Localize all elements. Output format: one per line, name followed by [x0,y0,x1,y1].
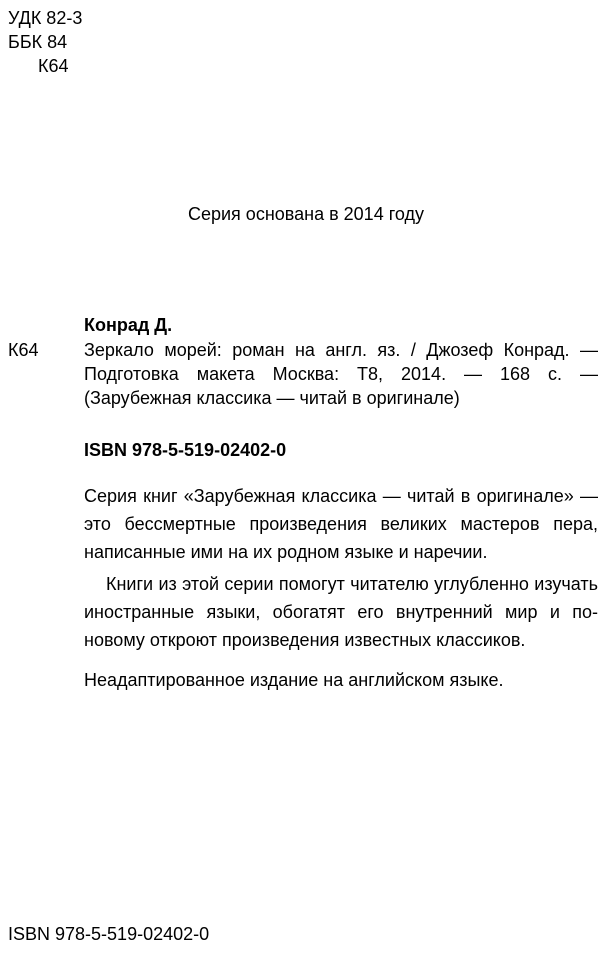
bbk-code: ББК 84 [8,32,68,52]
isbn-main: ISBN 978-5-519-02402-0 [84,440,287,460]
annotation [84,482,598,694]
author-heading: Конрад Д. [84,315,173,335]
record-code: К64 [8,340,39,360]
classification-block [8,6,82,78]
annotation-paragraph-3: Неадаптированное издание на английском языке. [84,670,504,690]
annotation-paragraph-1: Серия книг «Зарубежная классика — читай в оригинале» — это бессмертные произведения великих мастеров пера, написанные ими на их родном языке и наречии. [84,486,598,562]
annotation-paragraph-2: Книги из этой серии помогут читателю углубленно изучать иностранные языки, обогатят его внутренний мир и по-новому откроют произведения известных классиков. [84,574,598,650]
isbn-footer: ISBN 978-5-519-02402-0 [8,924,210,944]
series-founded-line: Серия основана в 2014 году [187,204,424,224]
udk-code: УДК 82-3 [8,8,83,28]
bibliographic-description: Зеркало морей: роман на англ. яз. / Джозеф Конрад. — Подготовка макета Москва: Т8, 2014. — 168 с. — (Зарубежная классика — читай в оригинале) [84,340,598,408]
author-sign: К64 [38,56,69,76]
